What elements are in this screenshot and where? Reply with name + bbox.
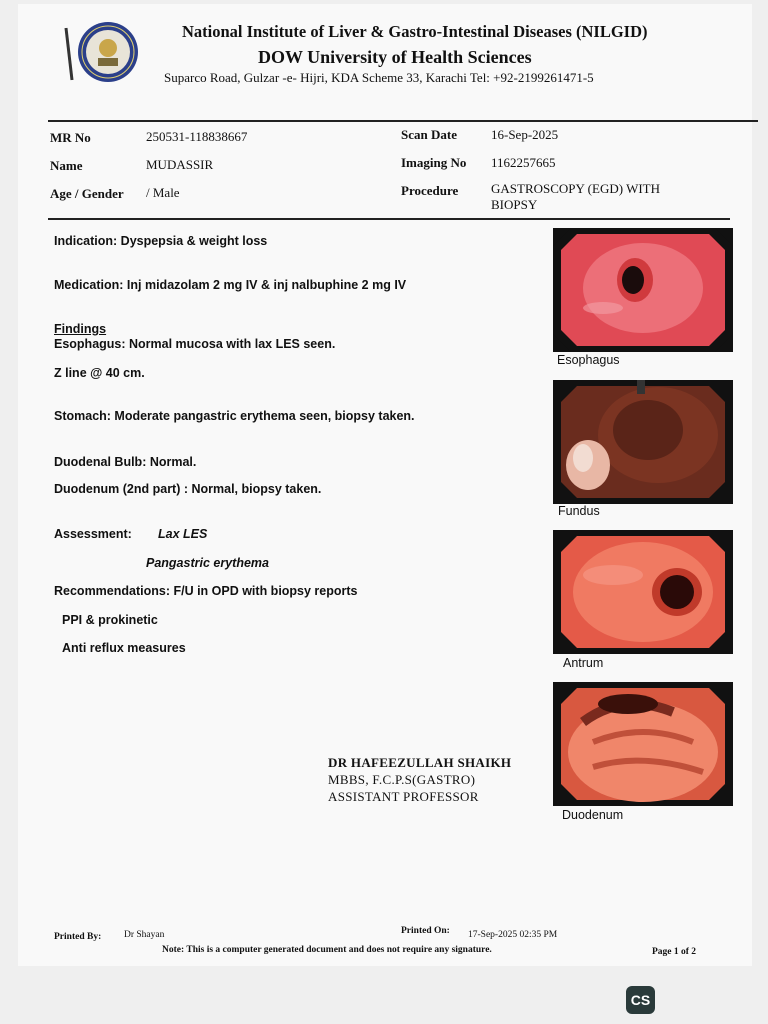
address-line: Suparco Road, Gulzar -e- Hijri, KDA Scheme 33, Karachi Tel: +92-2199261471-5 <box>164 70 594 85</box>
duodenum-finding: Duodenum (2nd part) : Normal, biopsy taken. <box>54 482 322 496</box>
details-divider <box>48 218 730 220</box>
antrum-caption: Antrum <box>563 656 604 670</box>
mr-label: MR No <box>50 130 91 145</box>
z-line-finding: Z line @ 40 cm. <box>54 366 145 380</box>
institute-name: National Institute of Liver & Gastro-Intestinal Diseases (NILGID) <box>182 22 648 41</box>
recommendation-item-2: Anti reflux measures <box>62 641 186 655</box>
name-value: MUDASSIR <box>146 157 214 172</box>
name-label: Name <box>50 158 83 173</box>
camscanner-badge: CS <box>626 986 655 1014</box>
header-divider <box>48 120 758 122</box>
medication-text: Medication: Inj midazolam 2 mg IV & inj nalbuphine 2 mg IV <box>54 278 407 292</box>
recommendation-item-1: PPI & prokinetic <box>62 613 158 627</box>
fundus-caption: Fundus <box>558 504 600 518</box>
doctor-title: ASSISTANT PROFESSOR <box>328 789 479 804</box>
footer-note: Note: This is a computer generated document and does not require any signature. <box>162 945 492 955</box>
imaging-no-label: Imaging No <box>401 155 467 170</box>
scan-date-value: 16-Sep-2025 <box>491 127 559 142</box>
procedure-label: Procedure <box>401 183 459 198</box>
assessment-item-2: Pangastric erythema <box>146 556 269 570</box>
duodenum-caption: Duodenum <box>562 808 624 822</box>
esophagus-caption: Esophagus <box>557 353 620 367</box>
printed-by-label: Printed By: <box>54 932 102 942</box>
esophagus-finding: Esophagus: Normal mucosa with lax LES seen. <box>54 337 336 351</box>
printed-on-label: Printed On: <box>401 926 450 936</box>
duhs-seal-logo <box>64 18 144 88</box>
mr-value: 250531-118838667 <box>146 129 248 144</box>
assessment-item-1: Lax LES <box>158 527 208 541</box>
recommendations-text: Recommendations: F/U in OPD with biopsy reports <box>54 584 358 598</box>
age-gender-value: / Male <box>146 185 180 200</box>
indication-text: Indication: Dyspepsia & weight loss <box>54 234 268 248</box>
duodenum-image <box>553 682 733 806</box>
procedure-value-line2: BIOPSY <box>491 197 538 212</box>
doctor-name: DR HAFEEZULLAH SHAIKH <box>328 755 512 770</box>
scan-date-label: Scan Date <box>401 127 457 142</box>
university-name: DOW University of Health Sciences <box>258 47 532 67</box>
esophagus-image <box>553 228 733 352</box>
procedure-value-line1: GASTROSCOPY (EGD) WITH <box>491 181 660 196</box>
printed-on-value: 17-Sep-2025 02:35 PM <box>468 930 558 940</box>
age-gender-label: Age / Gender <box>50 186 124 201</box>
doctor-degrees: MBBS, F.C.P.S(GASTRO) <box>328 772 476 787</box>
printed-by-value: Dr Shayan <box>124 930 165 940</box>
antrum-image <box>553 530 733 654</box>
stomach-finding: Stomach: Moderate pangastric erythema seen, biopsy taken. <box>54 409 415 423</box>
imaging-no-value: 1162257665 <box>491 155 556 170</box>
fundus-image <box>553 380 733 504</box>
page-number: Page 1 of 2 <box>652 947 697 957</box>
duodenal-bulb-finding: Duodenal Bulb: Normal. <box>54 455 197 469</box>
findings-heading: Findings <box>54 322 107 336</box>
assessment-label: Assessment: <box>54 527 132 541</box>
